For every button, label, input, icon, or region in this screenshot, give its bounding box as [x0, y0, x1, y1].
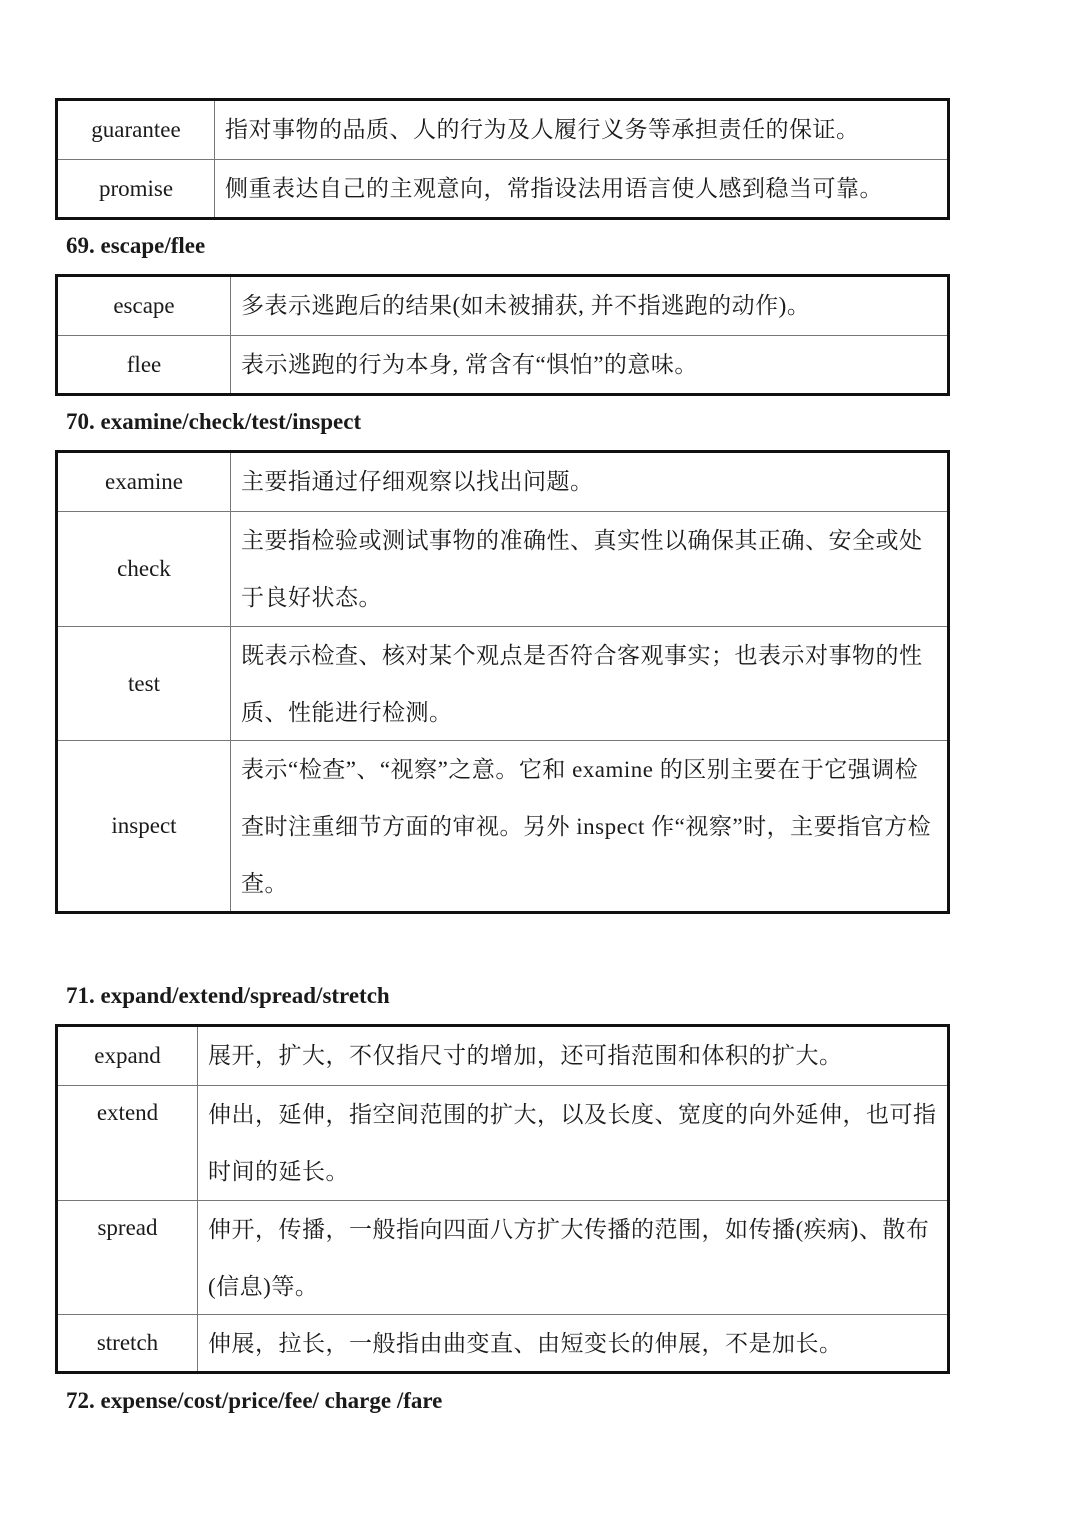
section-heading: 70. examine/check/test/inspect	[66, 409, 362, 434]
table-row	[58, 740, 947, 911]
term-cell: spread	[58, 1201, 198, 1314]
table-row	[58, 335, 947, 393]
term-cell: stretch	[58, 1315, 198, 1371]
definition-cell: 指对事物的品质、人的行为及人履行义务等承担责任的保证。	[225, 117, 860, 142]
term-cell: escape	[58, 277, 231, 335]
term-cell: expand	[58, 1027, 198, 1085]
definition-cell: 多表示逃跑后的结果(如未被捕获, 并不指逃跑的动作)。	[241, 293, 811, 318]
table-row	[58, 1027, 947, 1085]
table-row	[58, 1085, 947, 1200]
section-heading: 69. escape/flee	[66, 233, 206, 258]
term-cell: examine	[58, 453, 231, 511]
table-row	[58, 101, 947, 159]
term-cell: extend	[58, 1086, 198, 1200]
table-row	[58, 453, 947, 511]
definition-cell: 既表示检查、核对某个观点是否符合客观事实；也表示对事物的性质、性能进行检测。	[241, 643, 923, 725]
section-heading: 72. expense/cost/price/fee/ charge /fare	[66, 1388, 443, 1413]
definition-cell: 表示“检查”、“视察”之意。它和 examine 的区别主要在于它强调检查时注重细节方面的审视。另外 inspect 作“视察”时，主要指官方检查。	[241, 757, 932, 896]
table-row	[58, 1200, 947, 1314]
definition-cell: 主要指检验或测试事物的准确性、真实性以确保其正确、安全或处于良好状态。	[241, 528, 923, 610]
definition-cell: 主要指通过仔细观察以找出问题。	[241, 469, 594, 494]
table-row	[58, 511, 947, 626]
term-cell: promise	[58, 160, 215, 217]
definition-cell: 伸开，传播，一般指向四面八方扩大传播的范围，如传播(疾病)、散布(信息)等。	[208, 1217, 930, 1299]
term-cell: guarantee	[58, 101, 215, 159]
table-escape-flee	[55, 274, 950, 396]
table-row	[58, 626, 947, 740]
term-cell: check	[58, 512, 231, 626]
term-cell: test	[58, 627, 231, 740]
term-cell: flee	[58, 336, 231, 393]
term-cell: inspect	[58, 741, 231, 911]
table-expand-extend-spread-stretch	[55, 1024, 950, 1374]
definition-cell: 表示逃跑的行为本身, 常含有“惧怕”的意味。	[241, 352, 698, 377]
table-row	[58, 277, 947, 335]
table-guarantee-promise	[55, 98, 950, 220]
definition-cell: 伸出，延伸，指空间范围的扩大，以及长度、宽度的向外延伸，也可指时间的延长。	[208, 1102, 937, 1184]
table-row	[58, 159, 947, 217]
table-row	[58, 1314, 947, 1371]
definition-cell: 侧重表达自己的主观意向，常指设法用语言使人感到稳当可靠。	[225, 176, 883, 201]
definition-cell: 伸展，拉长，一般指由曲变直、由短变长的伸展，不是加长。	[208, 1331, 843, 1356]
table-examine-check-test-inspect	[55, 450, 950, 914]
definition-cell: 展开，扩大，不仅指尺寸的增加，还可指范围和体积的扩大。	[208, 1043, 843, 1068]
section-heading: 71. expand/extend/spread/stretch	[66, 983, 390, 1008]
